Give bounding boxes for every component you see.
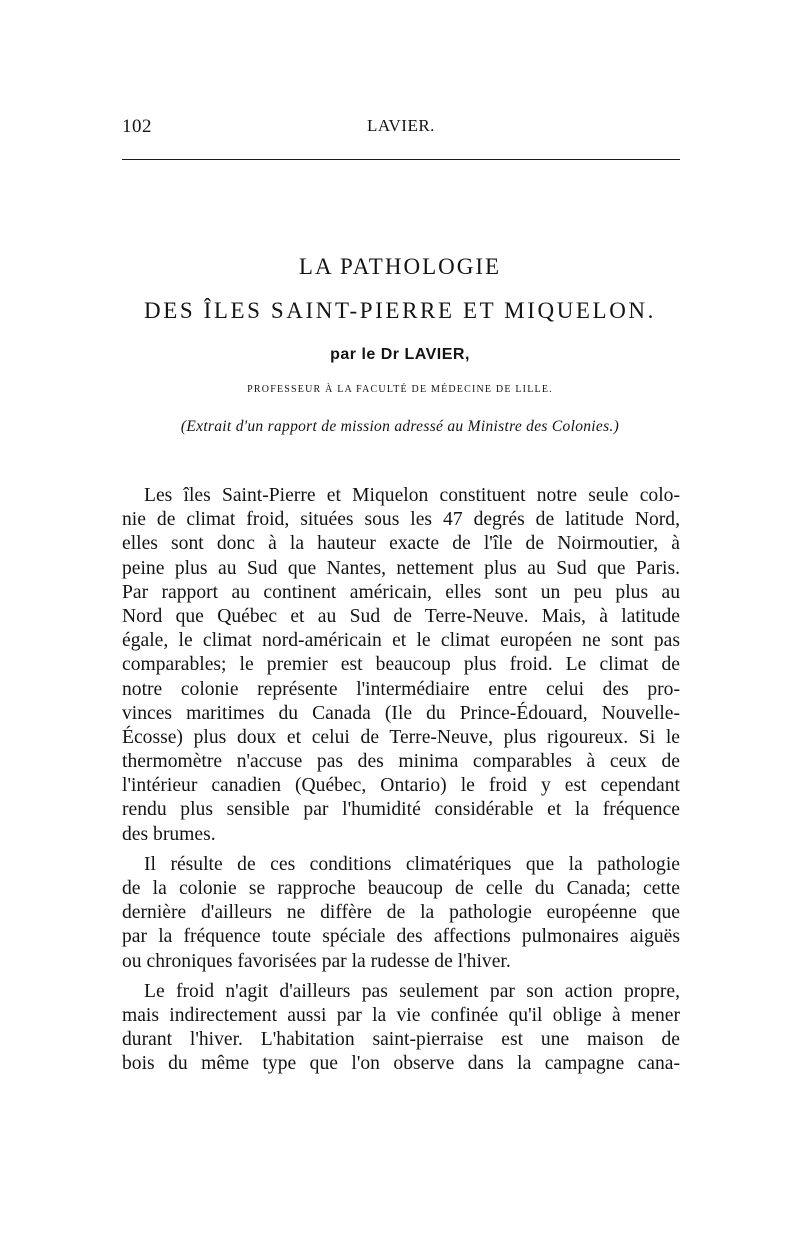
text-line: elles sont donc à la hauteur exacte de l'île de Noirmoutier, à [122,533,680,555]
paragraph [122,853,680,974]
text-line: Écosse) plus doux et celui de Terre-Neuve, plus rigoureux. Si le [122,726,680,748]
body-text [122,484,680,1077]
text-line: mais indirectement aussi par la vie confinée qu'il oblige à mener [122,1004,680,1026]
text-line: par la fréquence toute spéciale des affections pulmonaires aiguës [122,926,680,948]
text-line: Nord que Québec et au Sud de Terre-Neuve. Mais, à latitude [122,605,680,627]
header-rule [122,159,680,160]
text-line: des brumes. [122,823,216,845]
page-number: 102 [122,116,152,137]
text-line: dernière d'ailleurs ne diffère de la pathologie européenne que [122,902,680,924]
text-line: notre colonie représente l'intermédiaire entre celui des pro- [122,678,680,700]
text-line: comparables; le premier est beaucoup plus froid. Le climat de [122,654,680,676]
running-head [122,116,680,146]
text-line: Par rapport au continent américain, elles sont un peu plus au [122,581,680,603]
extract-note: (Extrait d'un rapport de mission adressé au Ministre des Colonies.) [180,418,620,435]
paragraph [122,484,680,847]
running-title: LAVIER. [367,116,435,135]
text-line: de la colonie se rapproche beaucoup de celle du Canada; cette [122,878,680,899]
text-line: bois du même type que l'on observe dans la campagne cana- [122,1053,680,1075]
text-line: Le froid n'agit d'ailleurs pas seulement par son action propre, [144,980,680,1002]
article-title-line-1: LA PATHOLOGIE [298,254,502,279]
text-line: Il résulte de ces conditions climatériques que la pathologie [144,853,680,875]
text-line: Les îles Saint-Pierre et Miquelon constituent notre seule colo- [144,485,680,506]
text-line: rendu plus sensible par l'humidité considérable et la fréquence [122,799,680,821]
author-byline: par le Dr LAVIER, [330,346,470,363]
article-title-line-2: DES ÎLES SAINT-PIERRE ET MIQUELON. [144,298,656,323]
text-line: ou chroniques favorisées par la rudesse de l'hiver. [122,950,511,972]
text-line: égale, le climat nord-américain et le climat européen ne sont pas [122,630,680,652]
author-affiliation: PROFESSEUR À LA FACULTÉ DE MÉDECINE DE LILLE. [247,384,553,395]
text-line: thermomètre n'accuse pas des minima comparables à ceux de [122,751,680,773]
text-line: durant l'hiver. L'habitation saint-pierraise est une maison de [122,1029,680,1051]
paragraph [122,980,680,1077]
text-line: peine plus au Sud que Nantes, nettement plus au Sud que Paris. [122,557,680,579]
text-line: l'intérieur canadien (Québec, Ontario) le froid y est cependant [122,775,680,797]
text-line: vinces maritimes du Canada (Ile du Prince-Édouard, Nouvelle- [122,702,680,724]
text-line: nie de climat froid, situées sous les 47 degrés de latitude Nord, [122,509,680,531]
